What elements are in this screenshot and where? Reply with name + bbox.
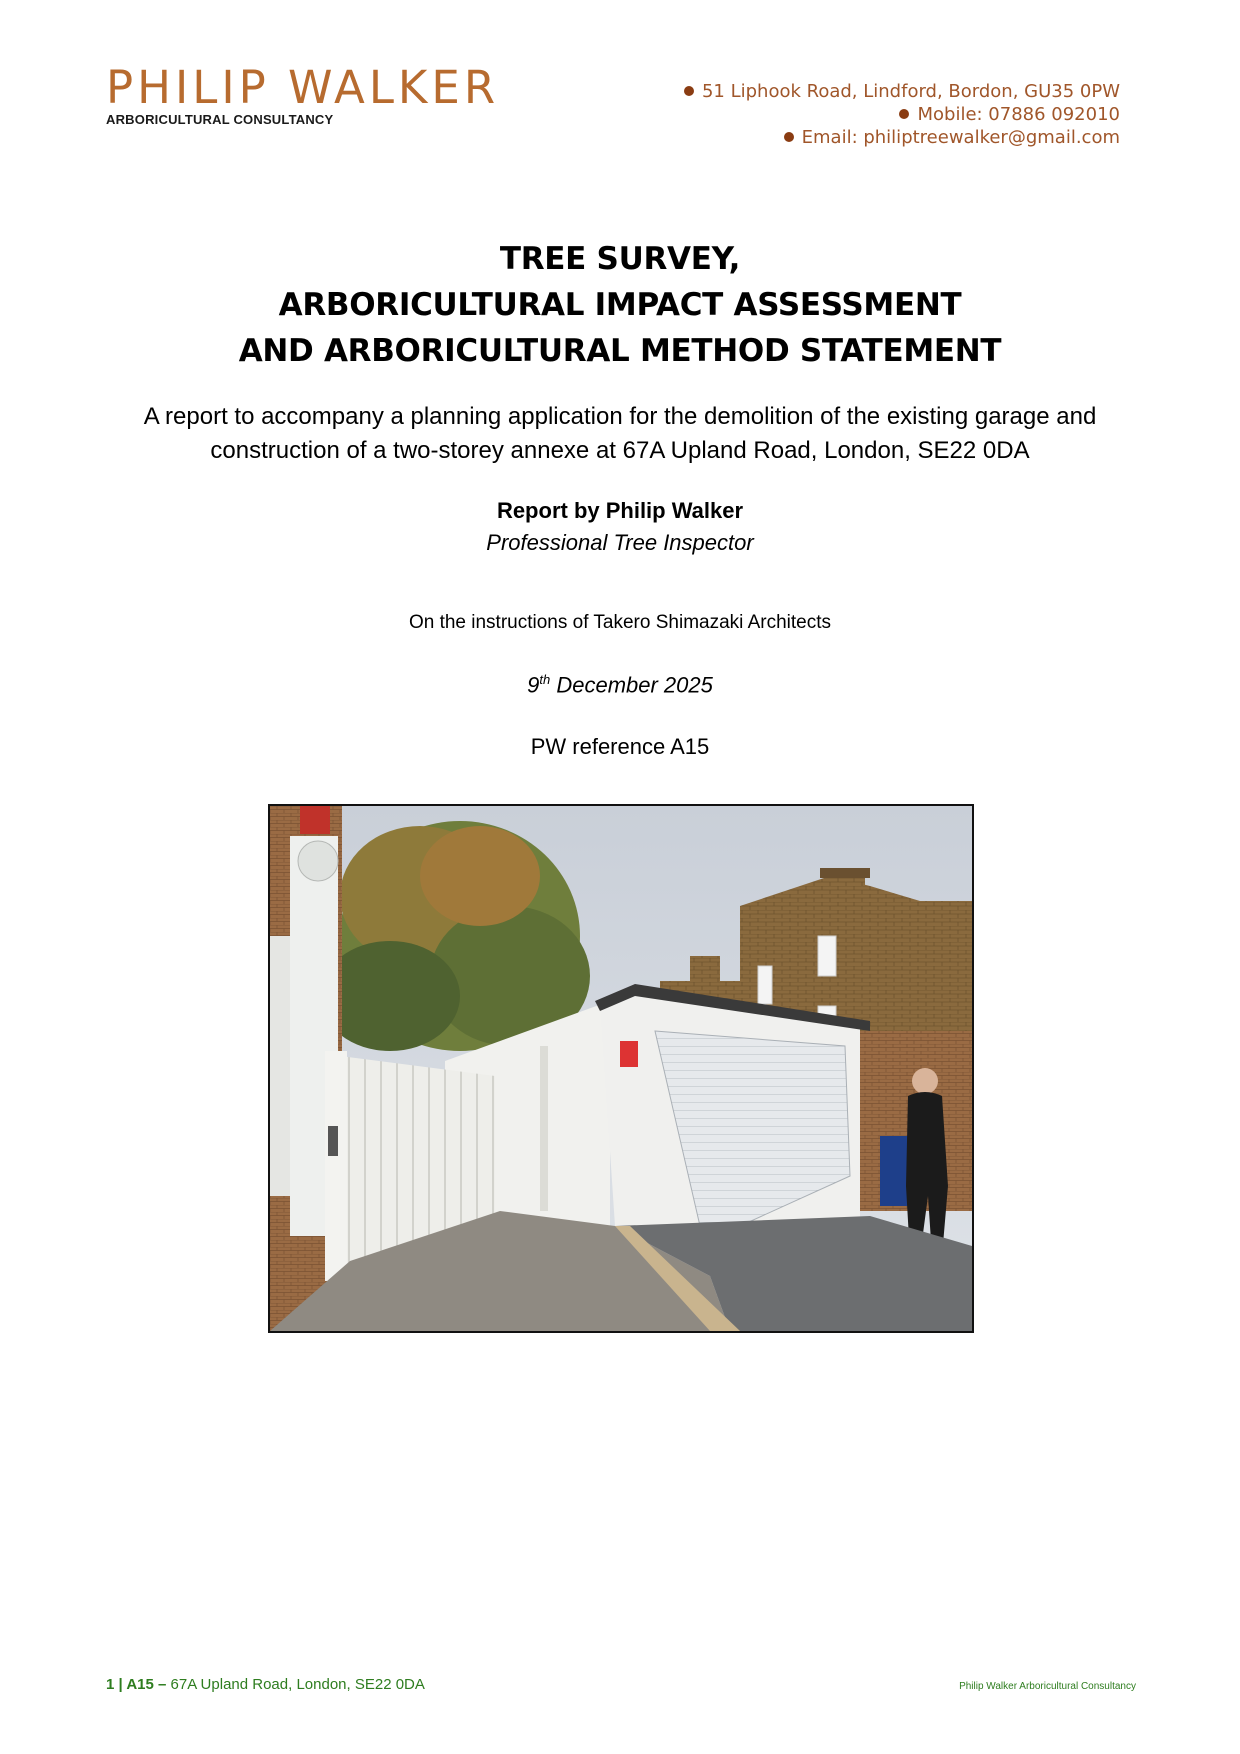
contact-address: 51 Liphook Road, Lindford, Bordon, GU35 0PW (684, 80, 1120, 103)
report-title (0, 236, 1240, 374)
logo-subtitle: ARBORICULTURAL CONSULTANCY (106, 112, 334, 127)
page-number: 1 (106, 1676, 115, 1693)
report-reference: PW reference A15 (530, 734, 710, 759)
company-logo (106, 61, 500, 127)
contact-email: Email: philiptreewalker@gmail.com (684, 126, 1120, 149)
site-photo (268, 804, 974, 1333)
title-line-2: ARBORICULTURAL IMPACT ASSESSMENT (278, 287, 962, 323)
footer-address: 67A Upland Road, London, SE22 0DA (166, 1676, 425, 1693)
site-photo-illustration (270, 806, 972, 1331)
contact-block (684, 80, 1120, 149)
footer-company: Philip Walker Arboricultural Consultancy (959, 1681, 1136, 1692)
window (818, 936, 836, 976)
bullet-icon (784, 132, 794, 142)
chimney (825, 876, 865, 906)
client-instructions: On the instructions of Takero Shimazaki Architects (408, 612, 832, 633)
title-line-1: TREE SURVEY, (499, 241, 741, 277)
report-author: Report by Philip Walker (496, 498, 744, 523)
report-subtitle (0, 400, 1240, 468)
title-line-3: AND ARBORICULTURAL METHOD STATEMENT (238, 333, 1002, 369)
bullet-icon (899, 109, 909, 119)
window (758, 966, 772, 1004)
subtitle-line-2: construction of a two-storey annexe at 67A Upland Road, London, SE22 0DA (210, 437, 1030, 464)
alarm-box (300, 806, 330, 834)
person-head (912, 1068, 938, 1094)
footer-ref: A15 – (126, 1676, 167, 1693)
intercom (328, 1126, 338, 1156)
report-date: 9th December 2025 (527, 672, 713, 698)
footer-page-info: 1 | A15 – 67A Upland Road, London, SE22 0DA (106, 1676, 425, 1693)
contact-mobile: Mobile: 07886 092010 (684, 103, 1120, 126)
subtitle-line-1: A report to accompany a planning application for the demolition of the existing garage and (143, 403, 1097, 430)
sign (620, 1041, 638, 1067)
logo-name: PHILIP WALKER (106, 61, 500, 114)
wheelie-bin (880, 1136, 910, 1206)
bullet-icon (684, 86, 694, 96)
author-role: Professional Tree Inspector (486, 530, 754, 555)
